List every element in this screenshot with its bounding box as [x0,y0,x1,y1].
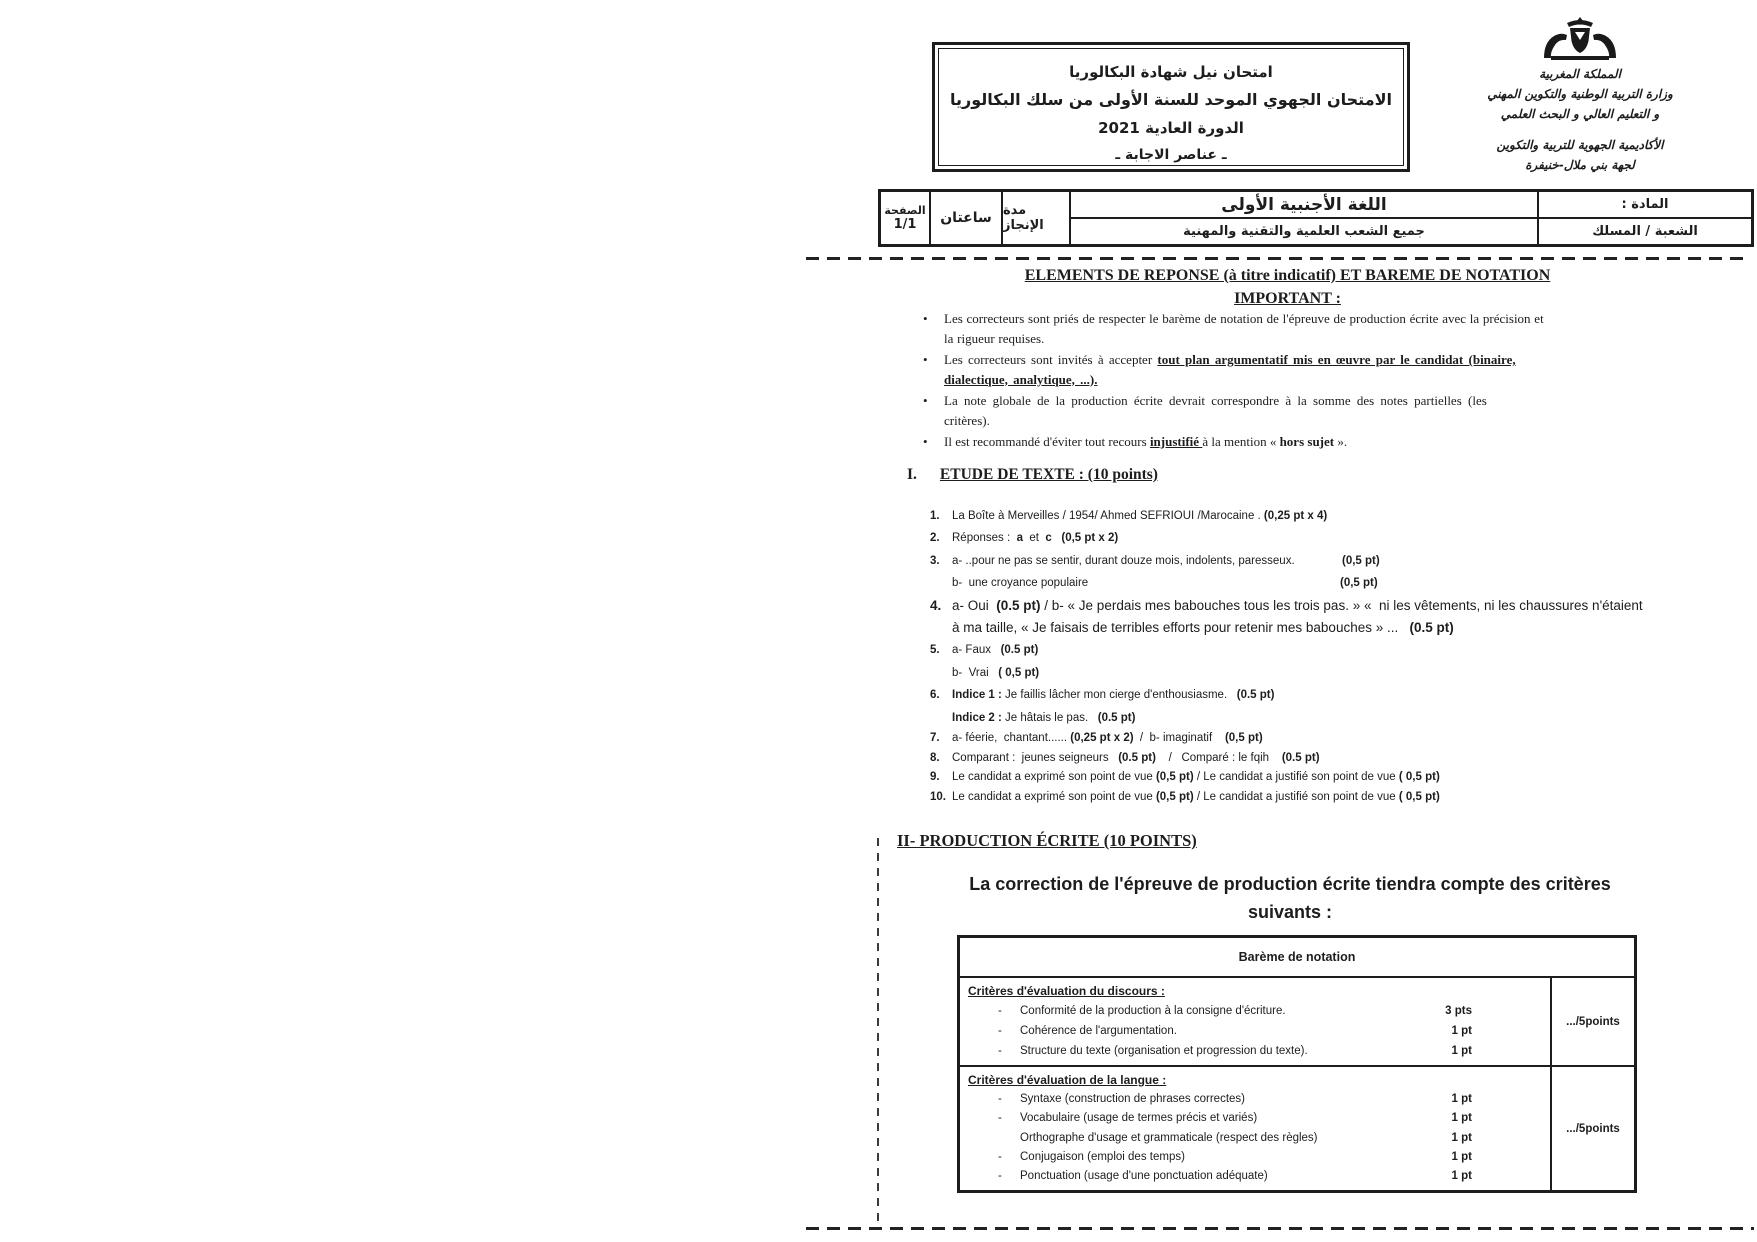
bareme-table-title: Barème de notation [960,938,1634,978]
subject-value: اللغة الأجنبية الأولى [1071,192,1537,219]
item-line [952,527,1755,549]
text-run: la rigueur requises. [944,330,1045,346]
discours-criteria-cell [960,978,1552,1065]
criterion-text: Ponctuation (usage d'une ponctuation adéquate) [1020,1170,1268,1183]
item-number: 10. [930,790,946,803]
answer-item-10 [930,788,1755,808]
text-run: Comparant : jeunes seigneurs [952,751,1119,764]
answer-item-7 [930,729,1755,749]
item-number: 6. [930,689,940,702]
item-line-text [952,555,1295,567]
text-run: (0.5 pt) [1281,751,1320,764]
text-run: b- une croyance populaire [952,577,1089,590]
text-run: à la mention « [1202,434,1280,449]
subject-cell [1071,192,1539,244]
criterion-text: Vocabulaire (usage de termes précis et variés) [1020,1112,1258,1125]
text-run: c [1045,532,1052,545]
text-run: (0.5 pt) [1236,689,1275,702]
dash-marker [998,1129,1020,1148]
langue-criteria-row [960,1067,1634,1190]
criterion-points: 1 pt [1451,1170,1472,1183]
criterion-text: Conformité de la production à la consigne d'écriture. [1020,1005,1286,1017]
criterion-row [968,1001,1550,1021]
note-text [944,350,1516,389]
text-run: critères). [944,412,990,428]
text-run: Il est recommandé d'éviter tout recours [944,434,1150,449]
answer-item-5 [930,639,1755,684]
labels-cell [1539,192,1751,244]
criterion-points: 1 pt [1451,1045,1472,1057]
item-number: 8. [930,751,940,764]
production-intro-line-1: La correction de l'épreuve de production écrite tiendra compte des critères [969,874,1611,894]
ministry-kingdom: المملكة المغربية [1539,67,1621,81]
item-line [952,505,1755,527]
criterion-points: 1 pt [1451,1112,1472,1125]
answer-item-9 [930,768,1755,788]
item-number: 2. [930,532,940,545]
criterion-points: 1 pt [1451,1150,1472,1163]
text-run: ( 0,5 pt) [1398,771,1440,784]
text-run: Indice 2 : [952,711,1002,724]
production-intro-line-2: suivants : [1247,902,1333,922]
track-label: الشعبة / المسلك [1592,224,1698,239]
note-item [923,391,1683,430]
item-line [952,617,1755,639]
criterion-text: Conjugaison (emploi des temps) [1020,1150,1185,1163]
text-run: ( 0,5 pt) [998,666,1040,679]
item-number: 9. [930,771,940,784]
text-run: Indice 1 : [952,689,1002,702]
criterion-text: Orthographe d'usage et grammaticale (respect des règles) [1020,1131,1318,1144]
item-line [952,707,1755,729]
text-run: (0.5 pt) [1000,644,1039,657]
answer-item-8 [930,749,1755,769]
text-run: Réponses : [952,532,1017,545]
dash-marker: - [998,1170,1002,1183]
important-label: IMPORTANT : [1234,290,1341,307]
ministry-name-2: و التعليم العالي و البحث العلمي [1500,107,1660,121]
criterion-points: 1 pt [1451,1025,1472,1037]
text-run: / Comparé : le fqih [1155,751,1282,764]
text-run: dialectique, analytique, ...). [944,371,1098,387]
note-item [923,350,1683,389]
answer-item-4 [930,595,1755,640]
criterion-row [968,1148,1550,1167]
criterion-row [968,1041,1550,1061]
text-run: (0,5 pt) [1155,790,1194,803]
text-run: injustifié [1149,434,1203,449]
text-run: Je faillis lâcher mon cierge d'enthousiasme. [1001,689,1237,702]
criterion-points: 1 pt [1451,1093,1472,1105]
text-run [1052,532,1062,544]
text-run: (0,25 pt x 2) [1070,732,1134,745]
answer-item-1 [930,505,1755,527]
points-value: (0,5 pt) [1340,577,1378,590]
answer-item-3 [930,550,1755,595]
exam-title-box [932,42,1410,172]
text-run: hors sujet [1279,434,1335,449]
bullet-icon: • [923,434,928,449]
text-run: Je hâtais le pas. [1001,711,1098,724]
dash-marker: - [998,1112,1002,1125]
text-run: (0,5 pt x 2) [1061,532,1119,545]
item-line [952,768,1755,788]
note-item [923,432,1683,452]
item-line [952,684,1755,706]
page-value: 1/1 [893,217,917,232]
item-line [952,788,1755,808]
academy-region: لجهة بني ملال-خنيفرة [1525,158,1635,172]
answer-elements-label: ـ عناصر الاجابة ـ [1115,147,1227,163]
criterion-text: Cohérence de l'argumentation. [1020,1025,1177,1037]
text-run: La note globale de la production écrite devrait correspondre à la somme des notes partielles (les [944,393,1487,408]
text-run: à ma taille, « Je faisais de terribles efforts pour retenir mes babouches » ... [952,620,1410,636]
section-2-heading: II- PRODUCTION ÉCRITE (10 POINTS) [897,831,1197,850]
text-run: tout plan argumentatif mis en œuvre par le candidat (binaire, [1157,352,1516,367]
text-run: Le candidat a exprimé son point de vue [952,771,1156,784]
exam-title-line-2: الامتحان الجهوي الموحد للسنة الأولى من سلك البكالوريا [950,90,1392,109]
text-run: et [1022,532,1046,545]
text-run: a [1016,532,1023,545]
dash-marker: - [998,1093,1002,1105]
criterion-row [968,1129,1550,1148]
subject-label: المادة : [1539,192,1751,219]
text-run: Les correcteurs sont invités à accepter [944,352,1158,367]
item-line [952,729,1755,749]
criterion-points: 3 pts [1445,1005,1472,1017]
text-run: / Le candidat a justifié son point de vue [1193,790,1399,803]
note-text [944,432,1347,452]
item-line [952,550,1755,572]
text-run: (0.5 pt) [1409,620,1454,636]
text-run: (0,5 pt) [1224,732,1263,745]
ministry-gap [1465,124,1695,135]
langue-total: .../5points [1566,1122,1620,1135]
item-line [952,595,1755,617]
item-line-text [952,577,1088,589]
note-item [923,309,1683,348]
note-text [944,309,1544,348]
text-run: a- ..pour ne pas se sentir, durant douze mois, indolents, paresseux. [952,554,1295,567]
dash-marker: - [998,1005,1002,1017]
text-run: (0.5 pt) [1097,711,1136,724]
exam-title-line-1: امتحان نيل شهادة البكالوريا [1069,63,1273,81]
production-intro [900,870,1680,926]
item-number: 7. [930,732,940,745]
item-number: 3. [930,554,940,567]
etude-answers-list [930,505,1755,807]
page-label: الصفحة [884,204,926,217]
answer-item-2 [930,527,1755,549]
response-heading-block [900,266,1675,309]
page-cell [881,192,931,244]
text-run: (0,25 pt x 4) [1263,510,1328,522]
text-run: (0,5 pt) [1155,771,1194,784]
text-run: a- Faux [952,644,1001,657]
item-line [952,749,1755,769]
text-run: Les correcteurs sont priés de respecter le barème de notation de l'épreuve de production écrite avec la précision et [944,311,1544,326]
section-1-numeral: I. [907,466,917,483]
bullet-icon: • [923,352,928,367]
criterion-points: 1 pt [1451,1131,1472,1144]
discours-criteria-heading: Critères d'évaluation du discours : [968,984,1165,998]
item-number: 5. [930,644,940,657]
ministry-header [1465,16,1695,175]
bullet-icon: • [923,393,928,408]
answer-item-6 [930,684,1755,729]
item-number: 4. [930,597,942,613]
note-text [944,391,1487,430]
text-run: Le candidat a exprimé son point de vue [952,790,1156,803]
section-1-title: ETUDE DE TEXTE : (10 points) [939,466,1158,483]
text-run: / Le candidat a justifié son point de vue [1193,771,1399,784]
text-run: / b- « Je perdais mes babouches tous les trois pas. » « ni les vêtements, ni les chaussures n'étaient [1040,597,1643,613]
text-run: (0.5 pt) [996,597,1041,613]
dash-marker: - [998,1025,1002,1037]
criterion-text: Syntaxe (construction de phrases correctes) [1020,1093,1245,1105]
duration-value-cell: ساعتان [931,192,1003,244]
item-number: 1. [930,510,940,522]
bottom-dashed-divider [806,1227,1754,1230]
dash-marker: - [998,1150,1002,1163]
text-run: ». [1334,434,1348,449]
exam-info-table [878,189,1754,247]
academy-name: الأكاديمية الجهوية للتربية والتكوين [1496,138,1664,152]
duration-label-cell: مدة الإنجاز [1003,192,1071,244]
text-run: La Boîte à Merveilles / 1954/ Ahmed SEFRIOUI /Marocaine . [952,510,1264,522]
discours-criteria-row [960,978,1634,1067]
text-run: (0.5 pt) [1118,751,1156,764]
dash-marker: - [998,1045,1002,1057]
langue-criteria-cell [960,1067,1552,1190]
important-notes-list [923,309,1683,454]
criterion-row [968,1021,1550,1041]
exam-title-box-inner [938,48,1404,166]
ministry-name-1: وزارة التربية الوطنية والتكوين المهني [1487,87,1673,101]
criterion-row [968,1090,1550,1109]
top-dashed-divider [806,257,1750,260]
morocco-coat-of-arms-icon [1535,16,1625,62]
discours-total: .../5points [1566,1015,1620,1028]
section-1-heading [907,466,1158,484]
points-value: (0,5 pt) [1342,554,1380,567]
criterion-row [968,1167,1550,1186]
criterion-row [968,1109,1550,1128]
criterion-text: Structure du texte (organisation et progression du texte). [1020,1045,1308,1057]
langue-criteria-heading: Critères d'évaluation de la langue : [968,1073,1167,1087]
text-run: ( 0,5 pt) [1398,790,1440,803]
item-line [952,639,1755,661]
item-line [952,572,1755,594]
left-dashed-margin-line [877,838,879,1228]
text-run: b- Vrai [952,666,999,679]
response-elements-title: ELEMENTS DE REPONSE (à titre indicatif) ET BAREME DE NOTATION [1024,267,1551,284]
item-line [952,662,1755,684]
text-run: a- féerie, chantant...... [952,732,1071,745]
text-run: / b- imaginatif [1133,732,1225,745]
text-run: a- Oui [952,597,997,613]
exam-session-year: الدورة العادية 2021 [1098,119,1244,137]
bareme-table [957,935,1637,1193]
track-value: جميع الشعب العلمية والتقنية والمهنية [1183,224,1425,239]
bullet-icon: • [923,311,928,326]
